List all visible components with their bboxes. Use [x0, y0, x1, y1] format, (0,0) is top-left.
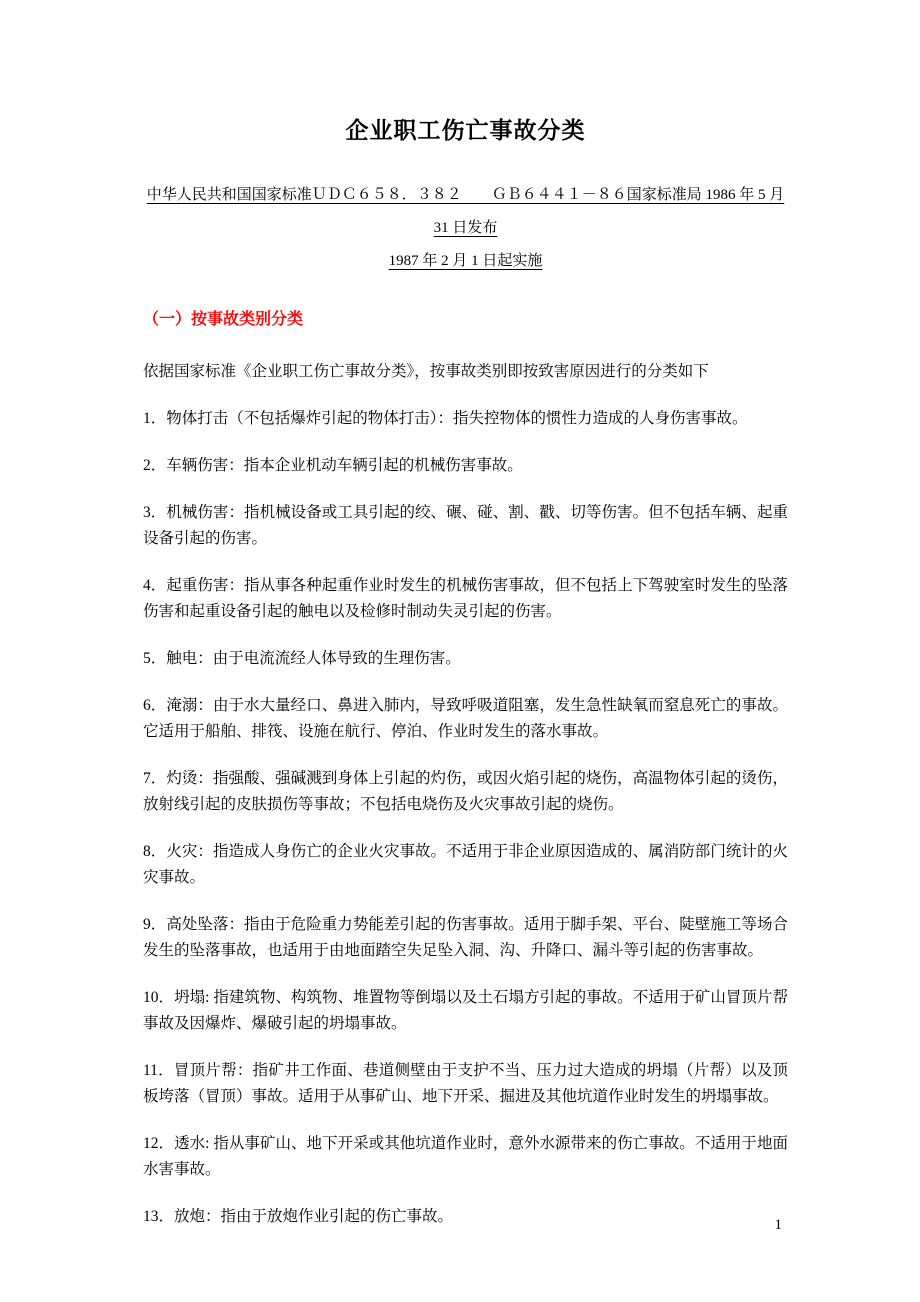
page-number: 1	[774, 1217, 782, 1233]
list-item: 13．放炮：指由于放炮作业引起的伤亡事故。	[143, 1208, 454, 1225]
list-item: 5．触电：由于电流流经人体导致的生理伤害。	[143, 650, 461, 667]
list-item: 8．火灾：指造成人身伤亡的企业火灾事故。不适用于非企业原因造成的、属消防部门统计的火灾事故。	[143, 843, 788, 886]
list-item: 3．机械伤害：指机械设备或工具引起的绞、碾、碰、割、戳、切等伤害。但不包括车辆、起重设备引起的伤害。	[143, 504, 788, 547]
section-heading: （一）按事故类别分类	[143, 311, 304, 328]
standard-line-2: 1987 年 2 月 1 日起实施	[388, 253, 543, 269]
list-item: 2．车辆伤害：指本企业机动车辆引起的机械伤害事故。	[143, 457, 523, 474]
list-item: 9．高处坠落：指由于危险重力势能差引起的伤害事故。适用于脚手架、平台、陡壁施工等场合发生的坠落事故，也适用于由地面踏空失足坠入洞、沟、升降口、漏斗等引起的伤害事故。	[143, 916, 788, 959]
intro-paragraph: 依据国家标准《企业职工伤亡事故分类》，按事故类别即按致害原因进行的分类如下	[143, 363, 709, 380]
list-item: 11．冒顶片帮：指矿井工作面、巷道侧壁由于支护不当、压力过大造成的坍塌（片帮）以及顶板垮落（冒顶）事故。适用于从事矿山、地下开采、掘进及其他坑道作业时发生的坍塌事故。	[143, 1062, 788, 1105]
page-title: 企业职工伤亡事故分类	[345, 118, 586, 143]
standard-info	[143, 179, 788, 278]
list-item: 7．灼烫：指强酸、强碱溅到身体上引起的灼伤，或因火焰引起的烧伤，高温物体引起的烫伤，放射线引起的皮肤损伤等事故；不包括电烧伤及火灾事故引起的烧伤。	[143, 770, 788, 813]
standard-line-1: 中华人民共和国国家标准ＵＤＣ６５８．３８２ ＧＢ６４４１－８６国家标准局 1986 年 5 月 31 日发布	[146, 187, 785, 236]
list-item: 12．透水: 指从事矿山、地下开采或其他坑道作业时，意外水源带来的伤亡事故。不适用于地面水害事故。	[143, 1135, 788, 1178]
list-item: 10．坍塌: 指建筑物、构筑物、堆置物等倒塌以及土石塌方引起的事故。不适用于矿山冒顶片帮事故及因爆炸、爆破引起的坍塌事故。	[143, 989, 788, 1032]
list-item: 1．物体打击（不包括爆炸引起的物体打击）：指失控物体的惯性力造成的人身伤害事故。	[143, 410, 748, 427]
list-item: 4．起重伤害：指从事各种起重作业时发生的机械伤害事故，但不包括上下驾驶室时发生的坠落伤害和起重设备引起的触电以及检修时制动失灵引起的伤害。	[143, 577, 788, 620]
list-item: 6．淹溺：由于水大量经口、鼻进入肺内，导致呼吸道阻塞，发生急性缺氧而窒息死亡的事故。它适用于船舶、排筏、设施在航行、停泊、作业时发生的落水事故。	[143, 697, 788, 740]
